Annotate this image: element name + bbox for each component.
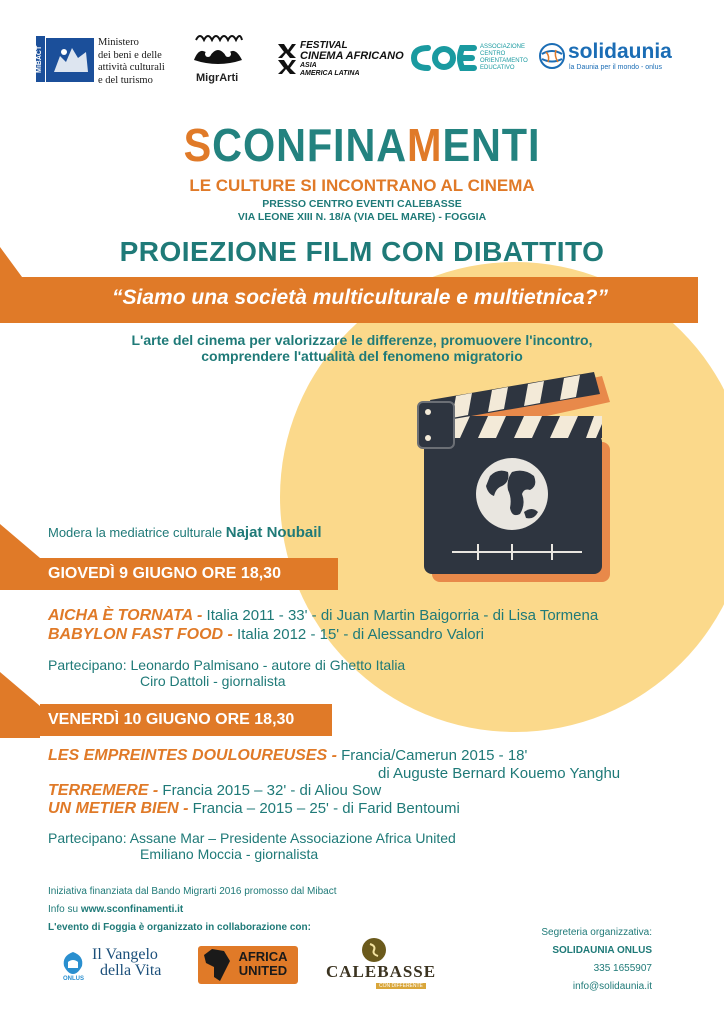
film-title: AICHA È TORNATA -	[48, 607, 203, 624]
day2-film-2	[48, 782, 381, 800]
coe-logo	[410, 42, 480, 74]
migrarti-logo	[190, 30, 246, 70]
mibact-line: e del turismo	[98, 74, 153, 86]
calebasse-subtext: CON DIFFERENTE	[376, 983, 426, 989]
moderator-line	[48, 524, 322, 541]
funding-line: Iniziativa finanziata dal Bando Migrarti 2016 promosso dal Mibact	[48, 886, 337, 897]
film-info: Italia 2012 - 15' - di Alessandro Valori	[232, 626, 484, 643]
title-part: ENTI	[442, 119, 541, 171]
festival-line: FESTIVAL	[300, 40, 348, 51]
film-info: Francia/Camerun 2015 - 18'	[336, 747, 528, 764]
calebasse-text: CALEBASSE	[326, 962, 437, 981]
day2-participants-2: Emiliano Moccia - giornalista	[140, 846, 319, 862]
title-part: M	[407, 119, 443, 171]
coe-line: CENTRO	[480, 51, 506, 57]
film-info: Francia – 2015 – 25' - di Farid Bentoumi	[188, 800, 460, 817]
info-label: Info su	[48, 904, 81, 915]
day2-film-1-director: di Auguste Bernard Kouemo Yanghu	[378, 765, 621, 782]
film-title: TERREMERE -	[48, 782, 159, 799]
film-title: BABYLON FAST FOOD -	[48, 626, 233, 643]
solidaunia-title: solidaunia	[568, 40, 672, 63]
info-site-link[interactable]: www.sconfinamenti.it	[80, 904, 184, 915]
description-line-2: comprendere l'attualità del fenomeno migratorio	[201, 348, 523, 364]
day2-participants-1: Partecipano: Assane Mar – Presidente Associazione Africa United	[48, 830, 456, 846]
title-part: CONFINA	[212, 119, 408, 171]
coe-line: ORIENTAMENTO	[480, 58, 528, 64]
coe-line: EDUCATIVO	[480, 65, 515, 71]
festival-line: AMERICA LATINA	[300, 70, 360, 77]
segreteria-org: SOLIDAUNIA ONLUS	[552, 945, 652, 956]
mibact-text	[98, 37, 165, 87]
segreteria-email[interactable]: info@solidaunia.it	[572, 981, 652, 992]
clapperboard-icon	[412, 372, 612, 589]
africa-united-text: AFRICA UNITED	[238, 949, 288, 978]
migrarti-label: MigrArti	[196, 72, 239, 84]
day2-film-3	[48, 800, 460, 818]
info-line	[48, 904, 183, 915]
festival-line: ASIA	[300, 62, 317, 69]
day2-film-1	[48, 747, 527, 765]
film-title: UN METIER BIEN -	[48, 800, 189, 817]
day2-bar-triangle	[0, 672, 42, 743]
segreteria-block	[452, 924, 652, 996]
main-title	[36, 118, 688, 172]
mibact-line: Ministero	[98, 37, 139, 48]
festival-line: CINEMA AFRICANO	[300, 50, 404, 62]
solidaunia-subtitle: la Daunia per il mondo - onlus	[569, 64, 662, 71]
day1-bar-triangle	[0, 524, 42, 595]
projection-heading: PROIEZIONE FILM CON DIBATTITO	[119, 236, 605, 267]
festival-text	[300, 40, 404, 78]
mibact-line: dei beni e delle	[98, 49, 162, 61]
mibact-logo	[46, 38, 94, 82]
solidaunia-globe-icon	[538, 42, 566, 70]
day1-film-2	[48, 626, 484, 644]
day1-film-1	[48, 607, 598, 625]
vangelo-line: della Vita	[100, 962, 162, 979]
day2-label: VENERDÌ 10 GIUGNO ORE 18,30	[48, 711, 295, 728]
segreteria-label: Segreteria organizzativa:	[541, 927, 652, 938]
coe-line: ASSOCIAZIONE	[480, 44, 526, 50]
day1-participants-2: Ciro Dattoli - giornalista	[140, 673, 286, 689]
mibact-line: attività culturali	[98, 62, 165, 73]
vangelo-line: Il Vangelo	[92, 946, 158, 963]
venue-line-1: PRESSO CENTRO EVENTI CALEBASSE	[262, 198, 462, 210]
mibact-vertical-label: MiBACT	[36, 36, 45, 82]
film-info: Francia 2015 – 32' - di Aliou Sow	[158, 782, 382, 799]
film-info: Italia 2011 - 33' - di Juan Martin Baigorria - di Lisa Tormena	[202, 607, 599, 624]
film-title: LES EMPREINTES DOULOUREUSES -	[48, 747, 337, 764]
moderator-name: Najat Noubail	[225, 524, 322, 541]
moderator-label: Modera la mediatrice culturale	[48, 525, 226, 540]
question-text: “Siamo una società multiculturale e multietnica?”	[112, 286, 608, 309]
subtitle: LE CULTURE SI INCONTRANO AL CINEMA	[189, 176, 535, 195]
collab-line: L'evento di Foggia è organizzato in collaborazione con:	[48, 922, 311, 933]
day1-participants-1: Partecipano: Leonardo Palmisano - autore di Ghetto Italia	[48, 657, 406, 673]
title-part: S	[183, 119, 213, 171]
africa-united-logo	[198, 946, 298, 984]
banner-triangle	[0, 247, 24, 328]
venue-line-2: VIA LEONE XIII N. 18/A (VIA DEL MARE) - FOGGIA	[237, 211, 487, 223]
festival-logo	[276, 40, 298, 74]
vangelo-onlus: ONLUS	[63, 976, 84, 982]
day1-label: GIOVEDÌ 9 GIUGNO ORE 18,30	[48, 565, 281, 582]
coe-text	[480, 44, 528, 72]
description-line-1: L'arte del cinema per valorizzare le differenze, promuovere l'incontro,	[131, 332, 593, 348]
vangelo-logo-text	[92, 947, 161, 979]
segreteria-phone: 335 1655907	[593, 963, 652, 974]
